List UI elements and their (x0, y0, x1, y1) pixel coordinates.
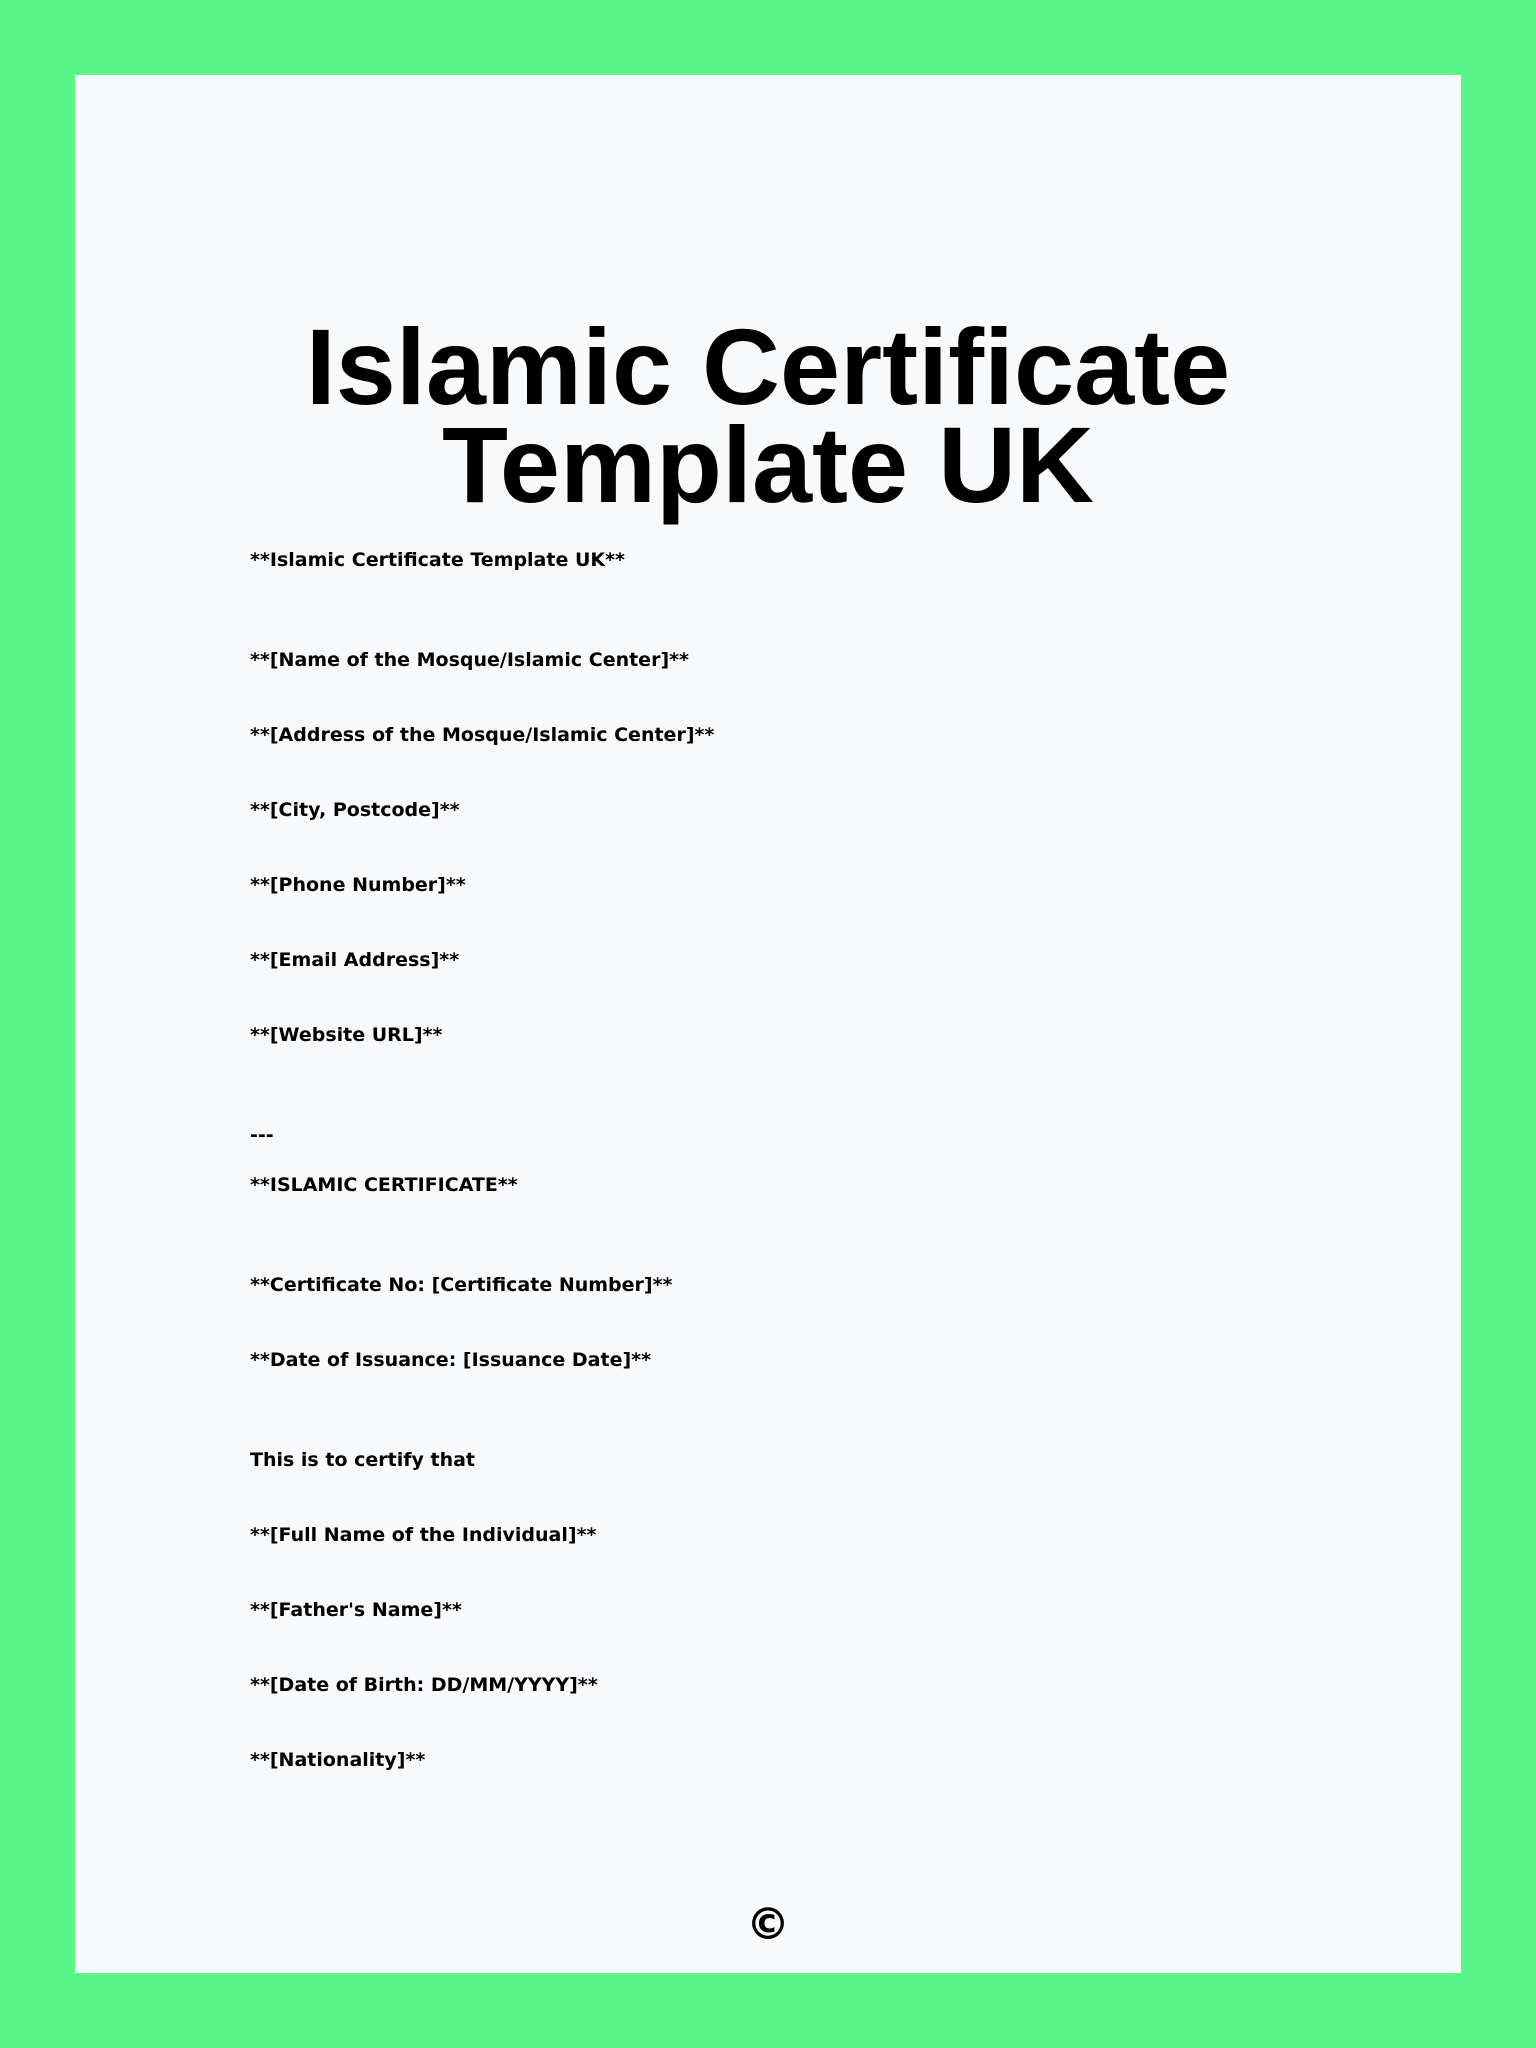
template-heading: **Islamic Certificate Template UK** (250, 549, 625, 571)
website-line: **[Website URL]** (250, 1024, 443, 1046)
certificate-page (75, 75, 1461, 1973)
certificate-number-line: **Certificate No: [Certificate Number]** (250, 1274, 673, 1296)
nationality-line: **[Nationality]** (250, 1749, 426, 1771)
copyright-icon: © (746, 1899, 790, 1950)
date-of-birth-line: **[Date of Birth: DD/MM/YYYY]** (250, 1674, 598, 1696)
full-name-line: **[Full Name of the Individual]** (250, 1524, 597, 1546)
certificate-heading: **ISLAMIC CERTIFICATE** (250, 1174, 518, 1196)
father-name-line: **[Father's Name]** (250, 1599, 462, 1621)
issuance-date-line: **Date of Issuance: [Issuance Date]** (250, 1349, 652, 1371)
page-title: Islamic Certificate Template UK (305, 306, 1231, 525)
certify-intro-line: This is to certify that (250, 1449, 476, 1471)
phone-line: **[Phone Number]** (250, 874, 466, 896)
mosque-address-line: **[Address of the Mosque/Islamic Center]** (250, 724, 715, 746)
email-line: **[Email Address]** (250, 949, 460, 971)
mosque-name-line: **[Name of the Mosque/Islamic Center]** (250, 649, 689, 671)
section-divider: --- (250, 1124, 274, 1146)
city-postcode-line: **[City, Postcode]** (250, 799, 460, 821)
